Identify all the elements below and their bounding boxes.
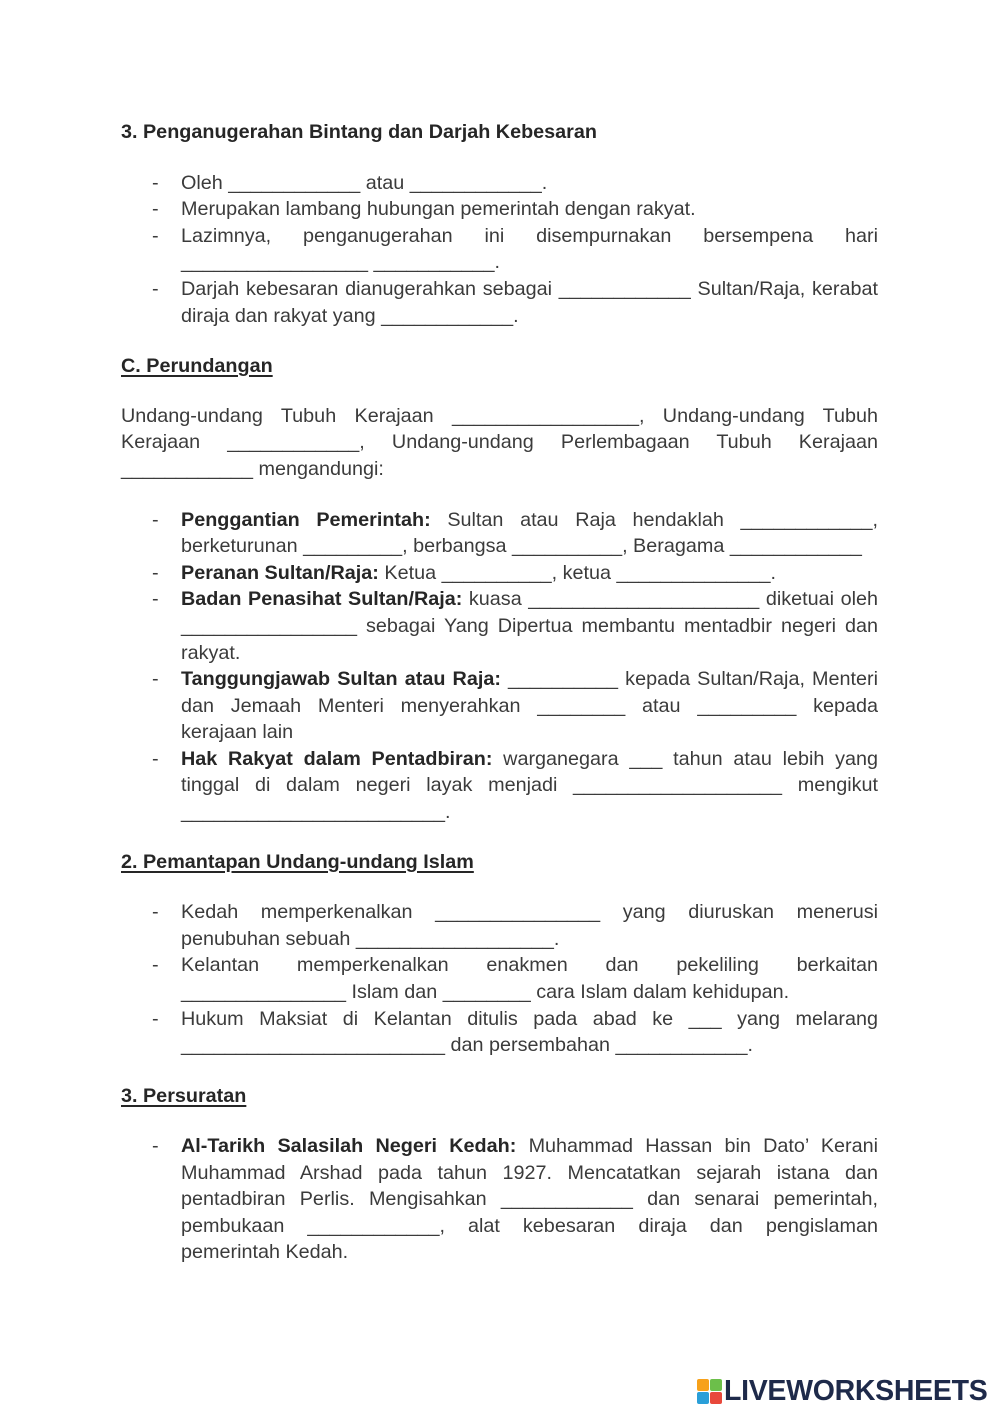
bullet-dash: - <box>152 1007 159 1030</box>
item-line: _________________ ___________. <box>181 251 501 274</box>
intro-line: Kerajaan ____________, Undang-undang Perlembagaan Tubuh Kerajaan <box>121 431 878 454</box>
item-line: Oleh ____________ atau ____________. <box>181 171 548 194</box>
intro-line: ____________ mengandungi: <box>121 457 384 480</box>
item-line: dan Jemaah Menteri menyerahkan ________ atau _________ kepada <box>181 694 878 717</box>
item-line <box>181 507 878 534</box>
item-text: warganegara ___ tahun atau lebih yang <box>503 747 878 770</box>
item-label: Hak Rakyat dalam Pentadbiran: <box>181 747 493 770</box>
item-line: Lazimnya, penganugerahan ini disempurnakan bersempena hari <box>181 224 878 247</box>
item-text: __________ kepada Sultan/Raja, Menteri <box>508 668 879 691</box>
list-item <box>121 586 878 666</box>
item-line: ________________________ dan persembahan ____________. <box>181 1034 754 1057</box>
section-heading-persuratan: 3. Persuratan <box>121 1084 247 1107</box>
perundangan-list <box>121 507 878 826</box>
item-line: Darjah kebesaran dianugerahkan sebagai ____________ Sultan/Raja, kerabat <box>181 277 878 300</box>
item-text: kuasa _____________________ diketuai oleh <box>468 588 878 611</box>
bullet-dash: - <box>152 171 159 194</box>
bullet-dash: - <box>152 668 159 691</box>
bullet-dash: - <box>152 561 159 584</box>
item-line: ________________ sebagai Yang Dipertua membantu mentadbir negeri dan <box>181 614 878 637</box>
liveworksheets-logo[interactable] <box>697 1375 988 1407</box>
worksheet-content <box>121 119 878 1266</box>
bullet-dash: - <box>152 508 159 531</box>
item-line: Merupakan lambang hubungan pemerintah dengan rakyat. <box>181 198 696 221</box>
section-heading-bintang: 3. Penganugerahan Bintang dan Darjah Kebesaran <box>121 121 597 143</box>
item-line: penubuhan sebuah __________________. <box>181 927 560 950</box>
item-line: tinggal di dalam negeri layak menjadi ___________________ mengikut <box>181 774 878 797</box>
item-label: Tanggungjawab Sultan atau Raja: <box>181 668 501 691</box>
item-label: Penggantian Pemerintah: <box>181 508 431 531</box>
list-item <box>121 170 878 197</box>
list-item <box>121 952 878 1005</box>
item-line: pemerintah Kedah. <box>181 1241 349 1264</box>
item-line: pembukaan ____________, alat kebesaran diraja dan pengislaman <box>181 1214 878 1237</box>
bullet-dash: - <box>152 747 159 770</box>
list-item <box>121 899 878 952</box>
logo-tile <box>697 1392 709 1404</box>
item-line: diraja dan rakyat yang ____________. <box>181 304 519 327</box>
list-item <box>121 746 878 826</box>
liveworksheets-logo-icon <box>697 1379 722 1404</box>
list-item <box>121 507 878 560</box>
item-line: kerajaan lain <box>181 721 294 744</box>
bintang-list <box>121 170 878 330</box>
bullet-dash: - <box>152 277 159 300</box>
bullet-dash: - <box>152 954 159 977</box>
item-line: Hukum Maksiat di Kelantan ditulis pada abad ke ___ yang melarang <box>181 1007 878 1030</box>
bullet-dash: - <box>152 588 159 611</box>
bullet-dash: - <box>152 224 159 247</box>
item-line: rakyat. <box>181 641 241 664</box>
item-line <box>181 746 878 773</box>
item-line: pentadbiran Perlis. Mengisahkan ____________ dan senarai pemerintah, <box>181 1188 878 1211</box>
item-text: Sultan atau Raja hendaklah ____________, <box>447 508 878 531</box>
item-line <box>181 1133 878 1160</box>
logo-tile <box>697 1379 709 1391</box>
item-label: Badan Penasihat Sultan/Raja: <box>181 588 463 611</box>
persuratan-list <box>121 1133 878 1266</box>
item-line: berketurunan _________, berbangsa __________, Beragama ____________ <box>181 535 862 558</box>
undang-islam-list <box>121 899 878 1059</box>
item-text: Muhammad Hassan bin Dato’ Kerani <box>528 1134 878 1157</box>
item-line: _______________ Islam dan ________ cara Islam dalam kehidupan. <box>181 981 790 1004</box>
item-line: Muhammad Arshad pada tahun 1927. Mencatatkan sejarah istana dan <box>181 1161 878 1184</box>
list-item <box>121 666 878 746</box>
bullet-dash: - <box>152 198 159 221</box>
item-text: Ketua __________, ketua ______________. <box>384 561 776 584</box>
bullet-dash: - <box>152 901 159 924</box>
logo-tile <box>710 1392 722 1404</box>
list-item <box>121 223 878 276</box>
item-line <box>181 666 878 693</box>
item-line <box>181 586 878 613</box>
logo-wordmark: LIVEWORKSHEETS <box>724 1375 988 1407</box>
intro-line: Undang-undang Tubuh Kerajaan _________________, Undang-undang Tubuh <box>121 404 878 427</box>
list-item <box>121 560 878 587</box>
list-item <box>121 196 878 223</box>
item-line <box>181 560 878 587</box>
item-label: Peranan Sultan/Raja: <box>181 561 379 584</box>
list-item <box>121 276 878 329</box>
section-heading-perundangan: C. Perundangan <box>121 354 273 377</box>
list-item <box>121 1133 878 1266</box>
item-line: Kelantan memperkenalkan enakmen dan pekeliling berkaitan <box>181 954 878 977</box>
section-heading-undang-islam: 2. Pemantapan Undang-undang Islam <box>121 850 474 873</box>
list-item <box>121 1006 878 1059</box>
bullet-dash: - <box>152 1134 159 1157</box>
item-label: Al-Tarikh Salasilah Negeri Kedah: <box>181 1134 517 1157</box>
logo-tile <box>710 1379 722 1391</box>
perundangan-intro <box>121 403 878 483</box>
item-line: ________________________. <box>181 801 451 824</box>
item-line: Kedah memperkenalkan _______________ yang diuruskan menerusi <box>181 901 878 924</box>
